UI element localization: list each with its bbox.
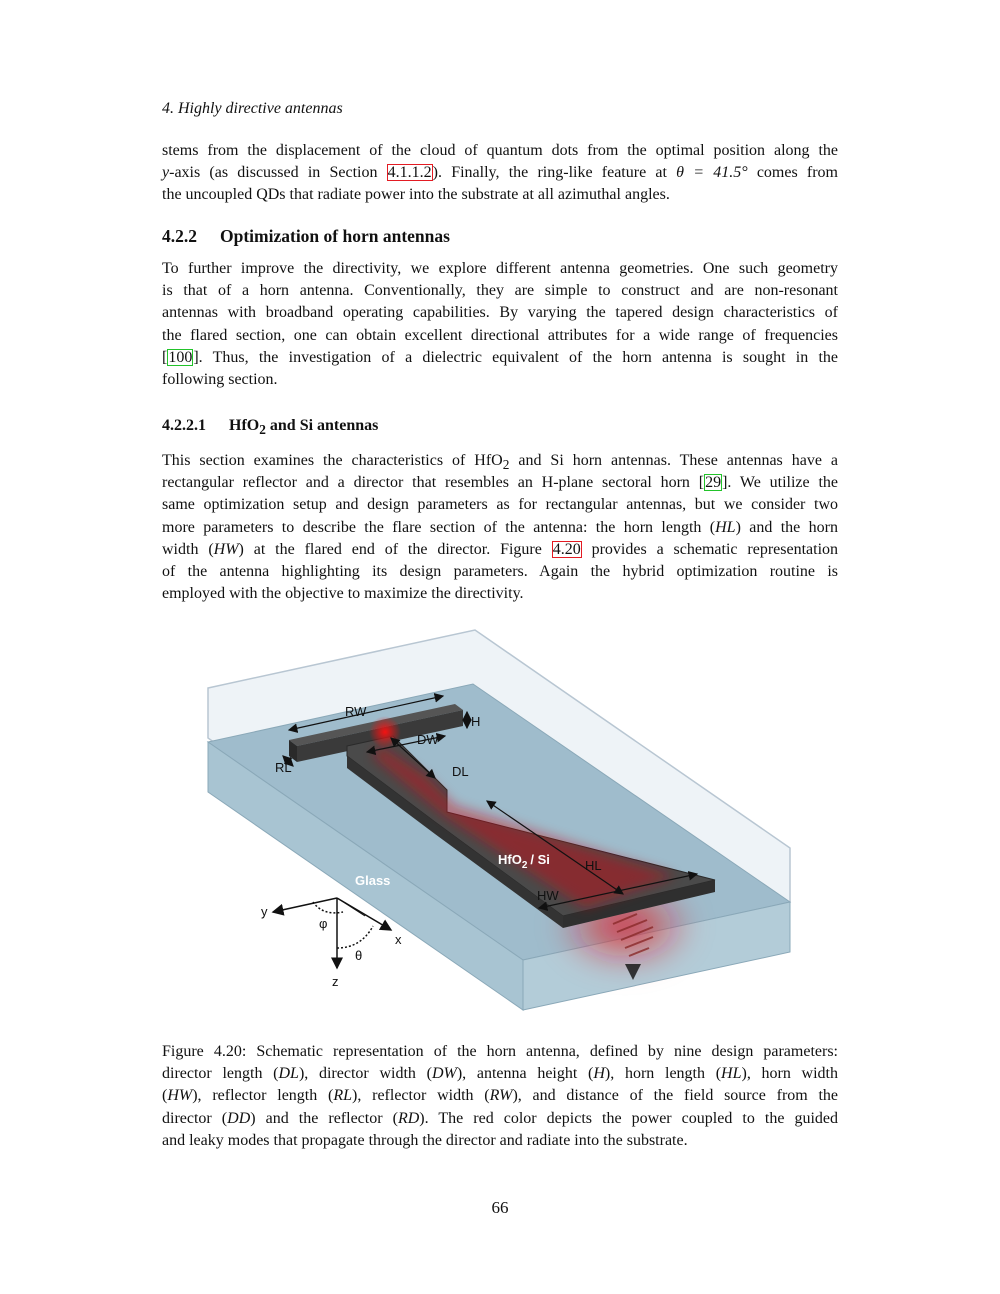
math-rd: RD xyxy=(397,1109,420,1127)
citation-link-100[interactable]: 100 xyxy=(168,348,193,366)
subsection-line-2: rectangular reflector and a director that resembles an H-plane sectoral horn [29]. We utilize the xyxy=(162,474,838,492)
math-hw: HW xyxy=(213,540,239,558)
subsection-line-7: employed with the objective to maximize the directivity. xyxy=(162,585,524,603)
section-line-2: is that of a horn antenna. Conventionally, they are simple to construct and are non-resonant xyxy=(162,282,838,300)
text-span: comes from xyxy=(747,164,838,182)
label-dw: DW xyxy=(417,732,439,747)
math-rw: RW xyxy=(489,1087,513,1105)
figure-ref-link[interactable]: 4.20 xyxy=(552,540,581,558)
section-heading xyxy=(162,226,450,247)
label-rl: RL xyxy=(275,760,292,775)
text-span: director length ( xyxy=(162,1065,279,1083)
axis-y-label: y xyxy=(261,904,268,919)
section-line-5: [100]. Thus, the investigation of a dielectric equivalent of the horn antenna is sought in the xyxy=(162,348,838,366)
intro-paragraph xyxy=(162,140,838,207)
caption-line-4 xyxy=(162,1108,838,1130)
text-span: width ( xyxy=(162,540,214,558)
figure-caption xyxy=(162,1041,838,1152)
antenna-schematic xyxy=(205,626,795,1014)
text-span: ), horn width xyxy=(741,1065,839,1083)
subsection-number: 4.2.2.1 xyxy=(162,417,206,434)
text-span: ), and distance of the field source from the xyxy=(512,1087,839,1105)
axis-x-label: x xyxy=(395,932,402,947)
text-span: ), reflector width ( xyxy=(352,1087,490,1105)
section-line-1: To further improve the directivity, we explore different antenna geometries. One such geometry xyxy=(162,260,838,277)
text-span: ). The red color depicts the power coupled to the guided xyxy=(419,1109,839,1127)
text-sub: 2 xyxy=(502,457,510,473)
caption-line-1: Figure 4.20: Schematic representation of the horn antenna, defined by nine design parameters: xyxy=(162,1043,838,1060)
math-hl: HL xyxy=(715,518,736,536)
math-dw: DW xyxy=(431,1065,457,1083)
subsection-title-a: HfO xyxy=(229,417,260,434)
text-span: . We utilize the xyxy=(727,474,838,492)
section-paragraph xyxy=(162,258,838,391)
text-span: This section examines the characteristics of HfO xyxy=(162,452,503,469)
math-theta: θ = 41.5° xyxy=(676,164,748,182)
intro-line-2 xyxy=(162,162,838,184)
text-span: ( xyxy=(162,1087,168,1105)
subsection-line-3: same optimization setup and design parameters as for rectangular antennas, but we consider two xyxy=(162,496,838,514)
label-hw: HW xyxy=(537,888,559,903)
math-h: H xyxy=(593,1065,605,1083)
section-line-4: the flared section, one can obtain excellent directional attributes for a wide range of frequencies xyxy=(162,326,838,344)
section-line-3: antennas with broadband operating capabilities. By varying the tapered design characteristics of xyxy=(162,304,838,322)
text-span: ), antenna height ( xyxy=(456,1065,594,1083)
math-dd: DD xyxy=(227,1109,251,1127)
label-dl: DL xyxy=(452,764,469,779)
text-span: ) and the horn xyxy=(735,518,838,536)
text-span: -axis (as discussed in Section xyxy=(169,164,387,182)
math-dl: DL xyxy=(278,1065,299,1083)
subsection-heading xyxy=(162,417,378,438)
axis-z-label: z xyxy=(332,974,339,989)
material-a: HfO xyxy=(498,852,522,867)
intro-line-3: the uncoupled QDs that radiate power into the substrate at all azimuthal angles. xyxy=(162,186,670,204)
text-span: ), director width ( xyxy=(298,1065,432,1083)
figure-horn-antenna xyxy=(205,626,795,1014)
material-b: / Si xyxy=(530,852,550,867)
label-hl: HL xyxy=(585,858,602,873)
math-hw: HW xyxy=(167,1087,193,1105)
running-head: 4. Highly directive antennas xyxy=(162,100,343,117)
text-span: ), reflector length ( xyxy=(192,1087,334,1105)
subsection-paragraph xyxy=(162,450,838,605)
material-sub: 2 xyxy=(521,860,528,871)
caption-line-2 xyxy=(162,1063,838,1085)
citation-link-29[interactable]: 29 xyxy=(705,474,722,492)
section-number: 4.2.2 xyxy=(162,226,197,246)
subsection-line-6: of the antenna highlighting its design parameters. Again the hybrid optimization routine is xyxy=(162,562,838,580)
section-title: Optimization of horn antennas xyxy=(220,226,450,246)
section-line-6: following section. xyxy=(162,370,278,388)
math-hl: HL xyxy=(721,1065,742,1083)
label-h: H xyxy=(471,714,481,729)
subsection-line-5 xyxy=(162,539,838,561)
text-span: more parameters to describe the flare section of the antenna: the horn length ( xyxy=(162,518,716,536)
text-span: rectangular reflector and a director that resembles an H-plane sectoral horn xyxy=(162,474,699,492)
theta-label: θ xyxy=(355,948,363,963)
caption-line-5: and leaky modes that propagate through the director and radiate into the substrate. xyxy=(162,1131,688,1149)
text-span: ) at the flared end of the director. Figure xyxy=(238,540,552,558)
text-span: ) and the reflector ( xyxy=(250,1109,398,1127)
math-rl: RL xyxy=(333,1087,353,1105)
subsection-title-b: and Si antennas xyxy=(265,417,379,434)
subsection-line-4 xyxy=(162,517,838,539)
caption-line-3 xyxy=(162,1085,838,1107)
section-ref-link[interactable]: 4.1.1.2 xyxy=(387,164,432,182)
label-glass: Glass xyxy=(355,873,391,888)
intro-line-1: stems from the displacement of the cloud of quantum dots from the optimal position along the xyxy=(162,142,838,159)
label-rw: RW xyxy=(345,704,367,719)
text-span: provides a schematic representation xyxy=(581,540,839,558)
page-number: 66 xyxy=(491,1198,509,1217)
math-y: y xyxy=(162,164,170,182)
text-span: and Si horn antennas. These antennas have a xyxy=(509,452,838,469)
coordinate-axes xyxy=(273,898,391,968)
text-span: director ( xyxy=(162,1109,228,1127)
text-span: ). Finally, the ring-like feature at xyxy=(432,164,677,182)
text-span: ), horn length ( xyxy=(604,1065,722,1083)
phi-label: φ xyxy=(319,916,328,931)
text-span: . Thus, the investigation of a dielectric equivalent of the horn antenna is sought in the xyxy=(198,348,838,366)
subsection-title-sub: 2 xyxy=(259,422,266,438)
subsection-line-1 xyxy=(162,450,838,472)
